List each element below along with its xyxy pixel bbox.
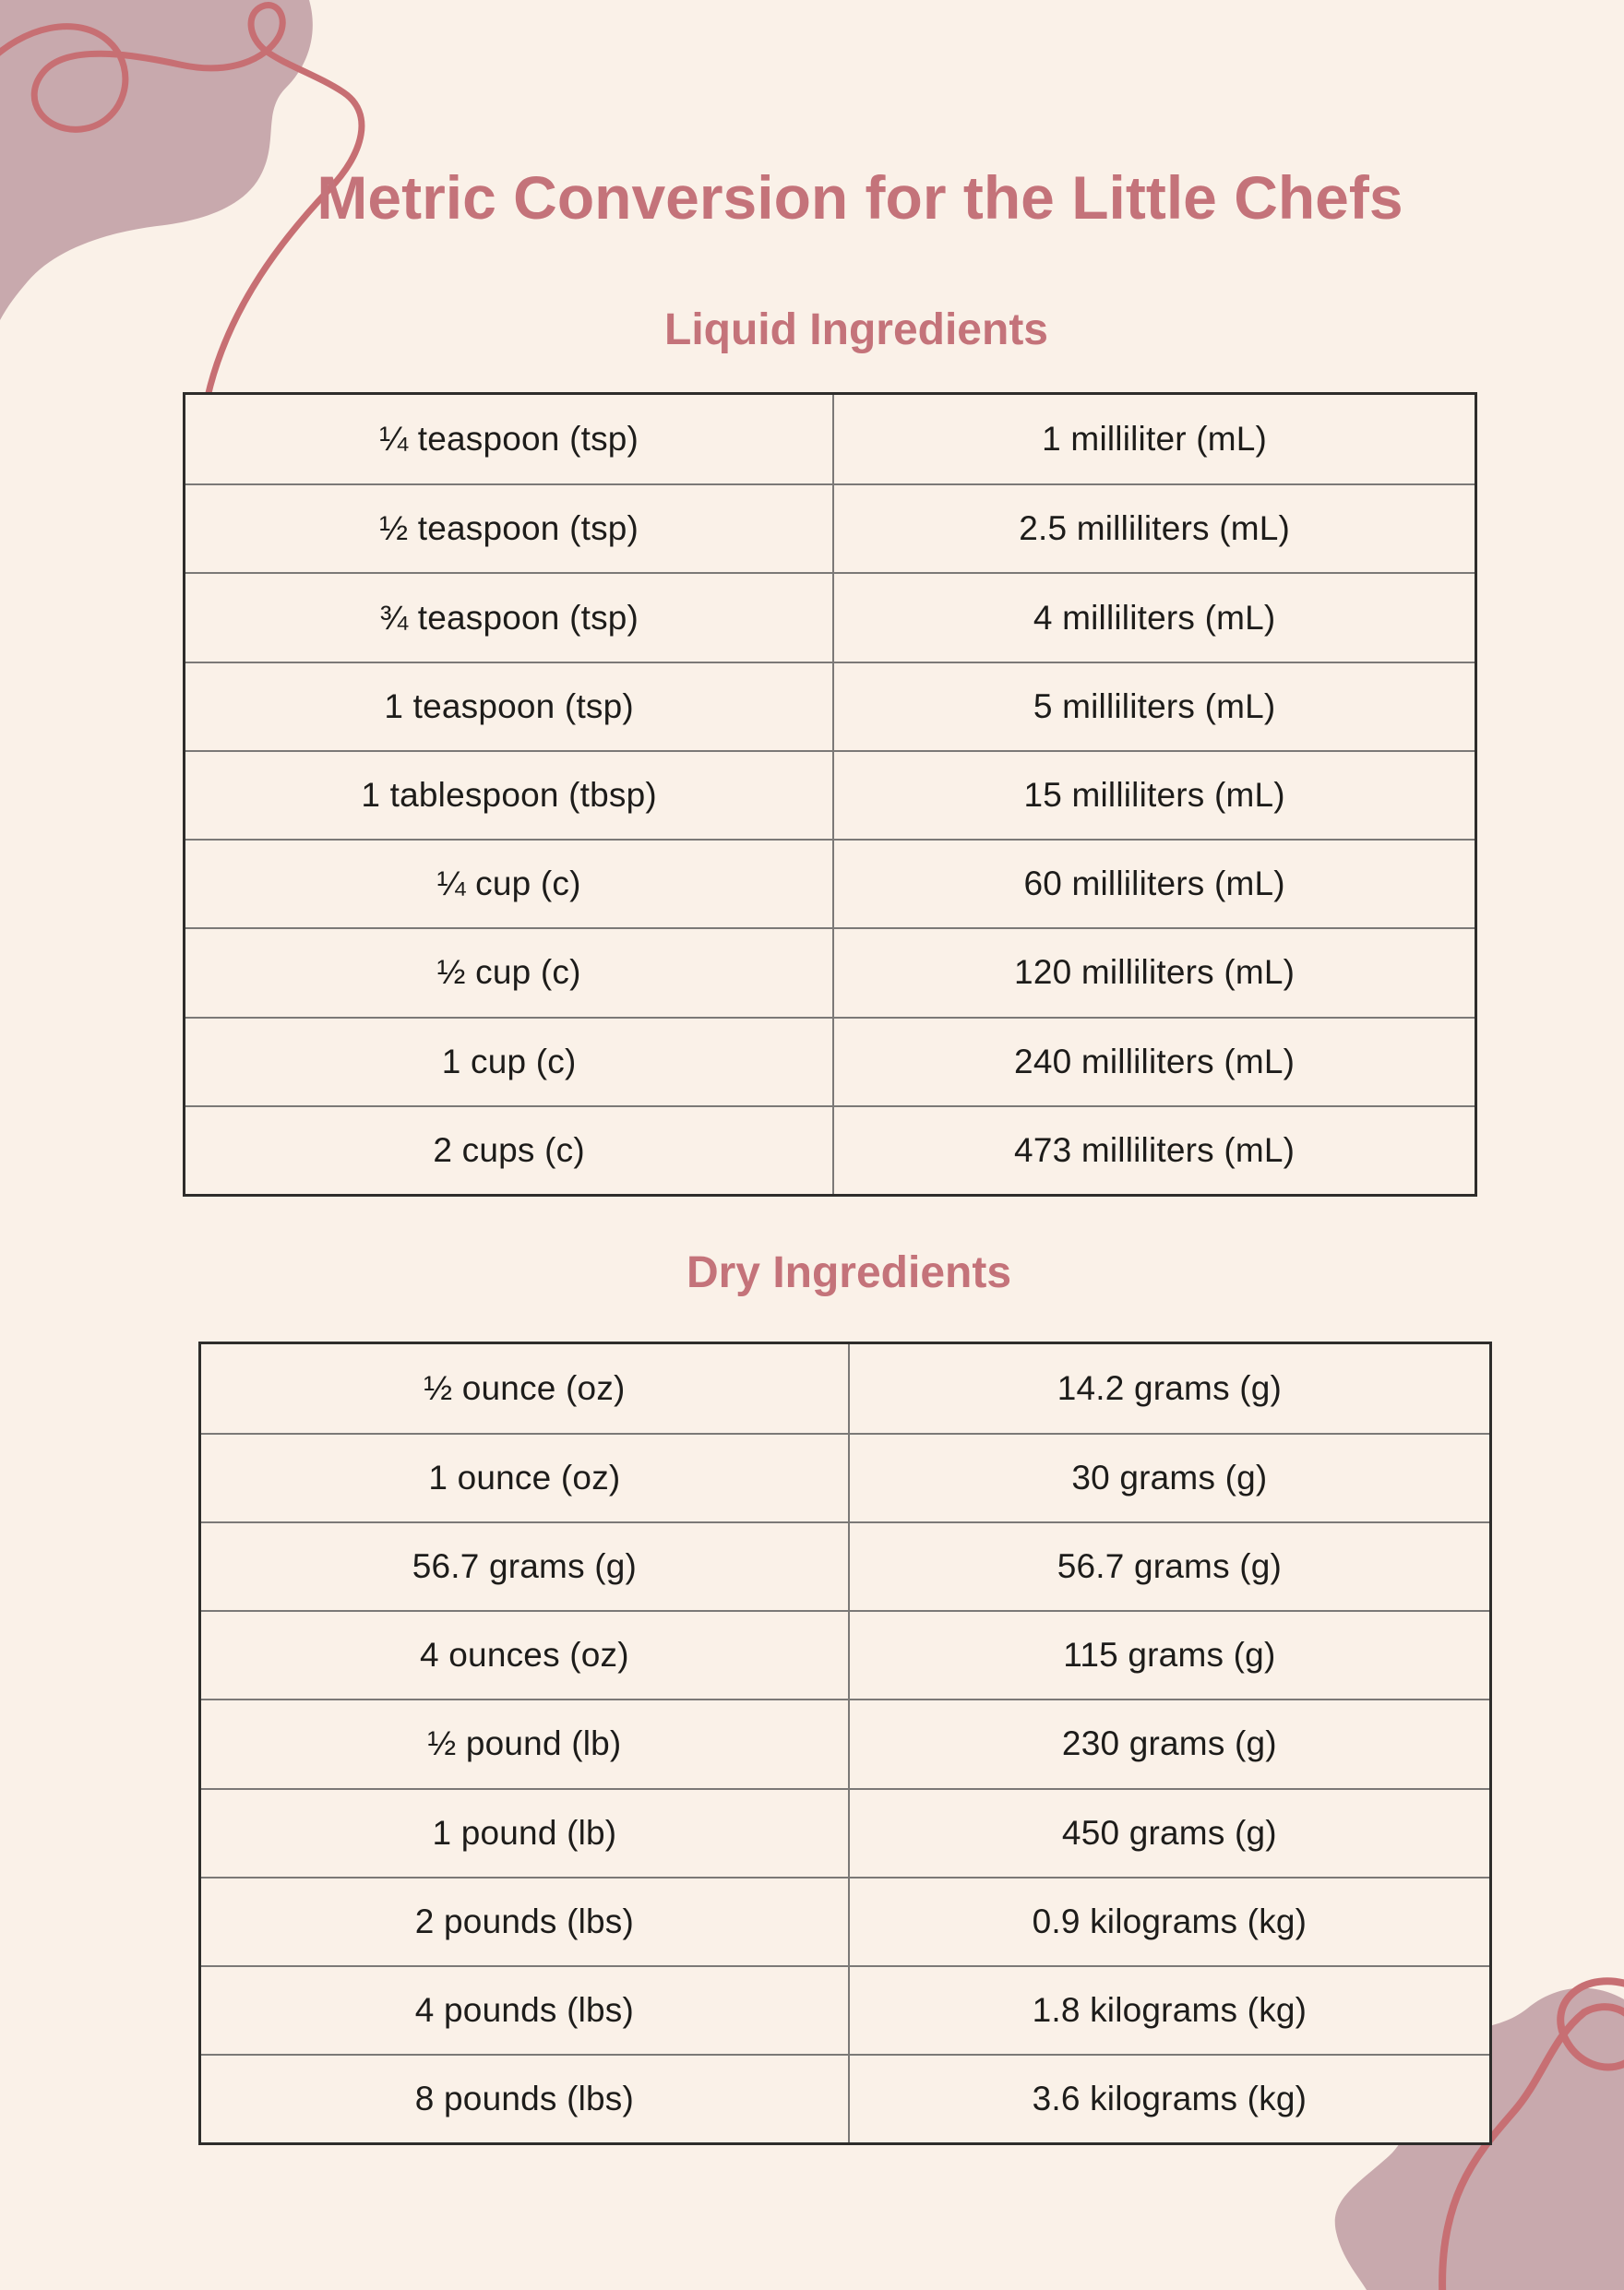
metric-measurement-cell: 5 milliliters (mL)	[832, 663, 1475, 750]
us-measurement-cell: 1 cup (c)	[441, 1042, 577, 1080]
us-measurement-cell: 1 ounce (oz)	[428, 1459, 621, 1497]
table-row	[201, 1965, 1489, 2054]
us-measurement-cell: 1 teaspoon (tsp)	[384, 686, 634, 725]
metric-measurement-cell: 240 milliliters (mL)	[832, 1019, 1475, 1105]
us-measurement-cell: ½ pound (lb)	[427, 1724, 622, 1763]
us-measurement-cell: 1 tablespoon (tbsp)	[361, 775, 657, 814]
metric-measurement-cell: 15 milliliters (mL)	[832, 752, 1475, 839]
metric-measurement-cell: 60 milliliters (mL)	[832, 841, 1475, 927]
table-row	[201, 1344, 1489, 1433]
liquid-ingredients-heading: Liquid Ingredients	[664, 305, 1048, 354]
us-measurement-cell: ¼ cup (c)	[436, 865, 581, 903]
table-row	[185, 483, 1475, 572]
metric-measurement-cell: 473 milliliters (mL)	[832, 1107, 1475, 1194]
metric-measurement-cell: 3.6 kilograms (kg)	[848, 2056, 1489, 2142]
us-measurement-cell: 4 ounces (oz)	[420, 1636, 629, 1675]
us-measurement-cell: 2 cups (c)	[433, 1130, 585, 1169]
metric-measurement-cell: 230 grams (g)	[848, 1700, 1489, 1787]
table-row	[201, 1521, 1489, 1610]
table-row	[185, 750, 1475, 839]
metric-measurement-cell: 120 milliliters (mL)	[832, 929, 1475, 1016]
liquid-ingredients-table	[183, 392, 1477, 1197]
metric-measurement-cell: 30 grams (g)	[848, 1435, 1489, 1521]
metric-measurement-cell: 1 milliliter (mL)	[832, 395, 1475, 483]
metric-measurement-cell: 4 milliliters (mL)	[832, 574, 1475, 661]
metric-measurement-cell: 56.7 grams (g)	[848, 1523, 1489, 1610]
page-title: Metric Conversion for the Little Chefs	[316, 163, 1403, 232]
us-measurement-cell: ¾ teaspoon (tsp)	[379, 598, 639, 637]
us-measurement-cell: ½ ounce (oz)	[424, 1369, 626, 1408]
table-row	[201, 1877, 1489, 1965]
table-row	[185, 1105, 1475, 1194]
metric-measurement-cell: 0.9 kilograms (kg)	[848, 1879, 1489, 1965]
dry-ingredients-table	[198, 1342, 1492, 2145]
metric-measurement-cell: 2.5 milliliters (mL)	[832, 485, 1475, 572]
us-measurement-cell: 56.7 grams (g)	[412, 1547, 638, 1586]
us-measurement-cell: 8 pounds (lbs)	[414, 2079, 635, 2117]
metric-measurement-cell: 450 grams (g)	[848, 1790, 1489, 1877]
table-row	[201, 1610, 1489, 1699]
table-row	[185, 1017, 1475, 1105]
metric-measurement-cell: 14.2 grams (g)	[848, 1344, 1489, 1433]
metric-measurement-cell: 1.8 kilograms (kg)	[848, 1967, 1489, 2054]
us-measurement-cell: 2 pounds (lbs)	[414, 1902, 635, 1940]
dry-ingredients-heading: Dry Ingredients	[686, 1248, 1012, 1297]
us-measurement-cell: ¼ teaspoon (tsp)	[379, 420, 639, 459]
table-row	[185, 395, 1475, 483]
table-row	[201, 2054, 1489, 2142]
table-row	[185, 839, 1475, 927]
metric-measurement-cell: 115 grams (g)	[848, 1612, 1489, 1699]
us-measurement-cell: ½ cup (c)	[436, 953, 581, 992]
table-row	[201, 1788, 1489, 1877]
table-row	[201, 1699, 1489, 1787]
us-measurement-cell: 1 pound (lb)	[432, 1813, 617, 1852]
table-row	[185, 572, 1475, 661]
us-measurement-cell: ½ teaspoon (tsp)	[379, 509, 639, 548]
table-row	[185, 662, 1475, 750]
table-row	[185, 927, 1475, 1016]
us-measurement-cell: 4 pounds (lbs)	[414, 1990, 635, 2029]
table-row	[201, 1433, 1489, 1521]
